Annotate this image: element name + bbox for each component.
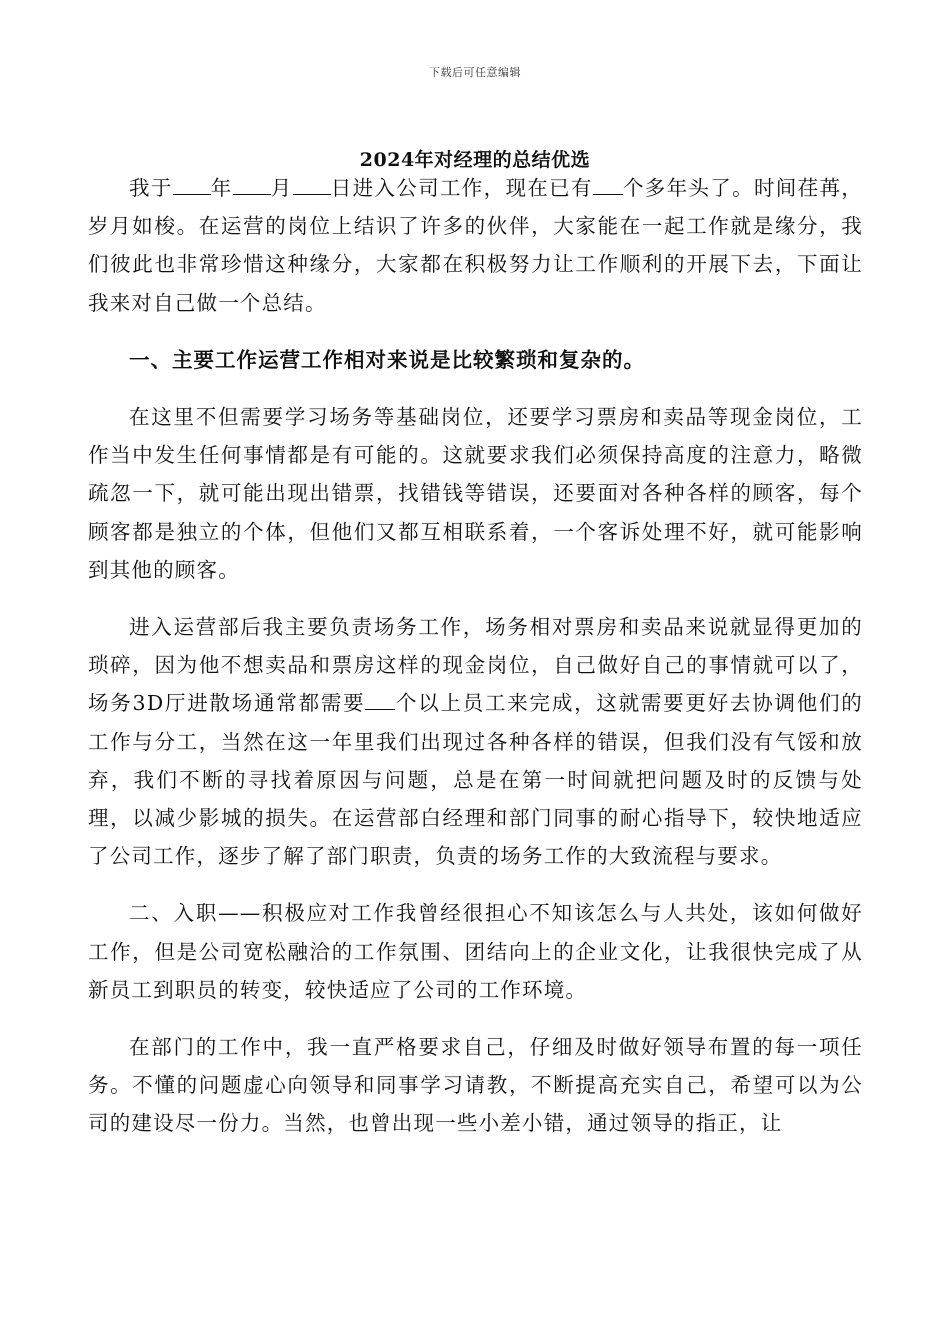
intro-text-1: 我于 (129, 176, 173, 200)
document-title: 2024年对经理的总结优选 (359, 149, 591, 171)
header-note: 下载后可任意编辑 (429, 66, 521, 79)
blank-year (173, 176, 211, 195)
intro-text-2: 年 (210, 176, 233, 200)
blank-month (233, 176, 271, 195)
work-paragraph: 在这里不但需要学习场务等基础岗位，还要学习票房和卖品等现金岗位，工作当中发生任何事情都是有可能的。这就要求我们必须保持高度的注意力，略微疏忽一下，就可能出现出错票，找错钱等错误，还要面对各种各样的顾客，每个顾客都是独立的个体，但他们又都互相联系着，一个客诉处理不好，就可能影响到其他的顾客。 (88, 405, 863, 582)
operations-paragraph (88, 608, 863, 875)
document-body (88, 169, 863, 1162)
intro-text-3: 月 (270, 176, 293, 200)
intro-text-4: 日进入公司工作，现在已有 (330, 176, 593, 200)
blank-years-count (593, 176, 623, 195)
blank-staff-count (365, 691, 395, 710)
intro-text-5: 个多年头了。时间荏苒，岁月如梭。在运营的岗位上结识了许多的伙伴，大家能在一起工作就是缘分，我们彼此也非常珍惜这种缘分，大家都在积极努力让工作顺利的开展下去，下面让我来对自己做一个总结。 (88, 176, 864, 315)
operations-text-1: 进入运营部后我主要负责场务工作，场务相对票房和卖品来说就显得更加的琐碎，因为他不想卖品和票房这样的现金岗位，自己做好自己的事情就可以了，场务3D厅进散场通常都需要 (88, 615, 863, 716)
blank-day (293, 176, 331, 195)
operations-text-2: 个以上员工来完成，这就需要更好去协调他们的工作与分工，当然在这一年里我们出现过各种各样的错误，但我们没有气馁和放弃，我们不断的寻找着原因与问题，总是在第一时间就把问题及时的反馈与处理，以减少影城的损失。在运营部白经理和部门同事的耐心指导下，较快地适应了公司工作，逐步了解了部门职责，负责的场务工作的大致流程与要求。 (88, 691, 864, 869)
section-heading-1: 一、主要工作运营工作相对来说是比较繁琐和复杂的。 (129, 347, 645, 372)
intro-paragraph (88, 169, 863, 322)
department-paragraph: 在部门的工作中，我一直严格要求自己，仔细及时做好领导布置的每一项任务。不懂的问题虚心向领导和同事学习请教，不断提高充实自己，希望可以为公司的建设尽一份力。当然，也曾出现一些小差小错，通过领导的指正，让 (88, 1035, 863, 1136)
section-2-paragraph: 二、入职——积极应对工作我曾经很担心不知该怎么与人共处，该如何做好工作，但是公司宽松融洽的工作氛围、团结向上的企业文化，让我很快完成了从新员工到职员的转变，较快适应了公司的工作环境。 (88, 901, 863, 1002)
